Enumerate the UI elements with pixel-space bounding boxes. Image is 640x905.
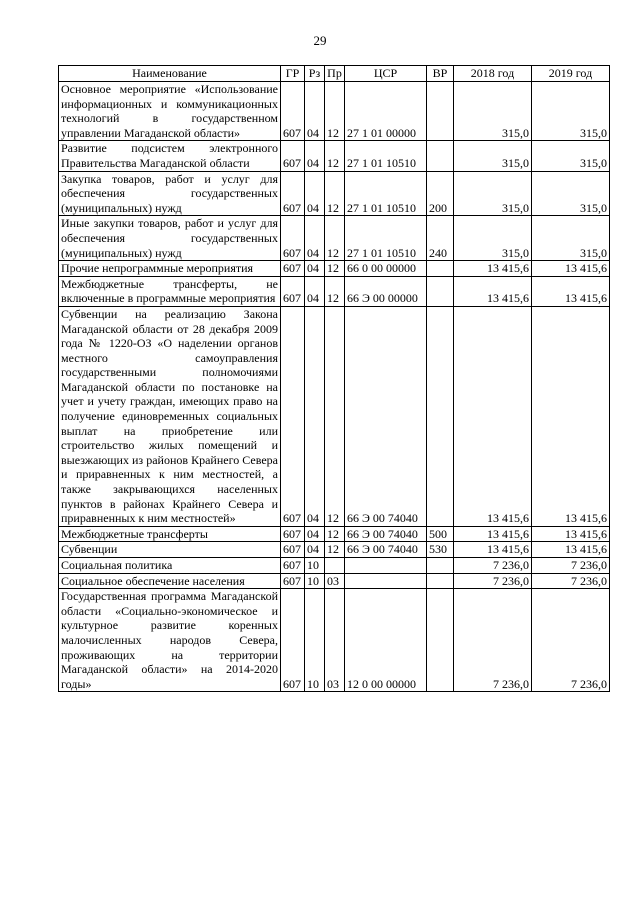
cell-pr: 12 [325,171,345,216]
cell-pr: 12 [325,526,345,542]
cell-name: Субвенции на реализацию Закона Магаданской области от 28 декабря 2009 года № 1220-ОЗ «О наделении органов местного самоуправления государственными полномочиями Магаданской области по постановке на учет и учету граждан, имеющих право на получение единовременных социальных выплат на приобретение или строительство жилых помещений и выезжающих из районов Крайнего Севера и приравненных к ним местностей, а также закрывающихся населенных пунктов в районах Крайнего Севера и приравненных к ним местностей» [59,306,281,526]
cell-vr [427,573,454,589]
header-name: Наименование [59,66,281,82]
cell-rz: 04 [305,542,325,558]
cell-2018: 315,0 [454,216,532,261]
cell-pr: 12 [325,141,345,171]
cell-pr: 03 [325,573,345,589]
cell-gr: 607 [281,276,305,306]
cell-2019: 13 415,6 [532,306,610,526]
cell-vr: 530 [427,542,454,558]
cell-vr: 500 [427,526,454,542]
table-row [59,526,610,542]
table-row [59,306,610,526]
table-row [59,558,610,574]
cell-2018: 13 415,6 [454,306,532,526]
cell-rz: 04 [305,171,325,216]
cell-gr: 607 [281,171,305,216]
cell-name: Государственная программа Магаданской области «Социально-экономическое и культурное развитие коренных малочисленных народов Севера, проживающих на территории Магаданской области» на 2014-2020 годы» [59,589,281,692]
cell-name: Иные закупки товаров, работ и услуг для обеспечения государственных (муниципальных) нужд [59,216,281,261]
cell-vr: 200 [427,171,454,216]
cell-csr: 27 1 01 10510 [345,141,427,171]
cell-2019: 13 415,6 [532,526,610,542]
cell-2019: 315,0 [532,141,610,171]
cell-name: Субвенции [59,542,281,558]
table-row [59,261,610,277]
cell-2019: 7 236,0 [532,589,610,692]
cell-name: Межбюджетные трансферты, не включенные в программные мероприятия [59,276,281,306]
cell-vr [427,558,454,574]
table-body [59,82,610,692]
cell-2018: 7 236,0 [454,589,532,692]
cell-vr [427,141,454,171]
cell-name: Основное мероприятие «Использование информационных и коммуникационных технологий в государственном управлении Магаданской области» [59,82,281,141]
cell-pr [325,558,345,574]
cell-2019: 315,0 [532,171,610,216]
cell-pr: 12 [325,82,345,141]
cell-gr: 607 [281,141,305,171]
cell-2018: 315,0 [454,82,532,141]
cell-gr: 607 [281,573,305,589]
cell-rz: 04 [305,261,325,277]
table-row [59,82,610,141]
table-row [59,171,610,216]
cell-rz: 04 [305,216,325,261]
cell-gr: 607 [281,261,305,277]
cell-csr: 12 0 00 00000 [345,589,427,692]
cell-vr [427,261,454,277]
header-vr: ВР [427,66,454,82]
cell-name: Прочие непрограммные мероприятия [59,261,281,277]
cell-gr: 607 [281,216,305,261]
cell-2018: 13 415,6 [454,526,532,542]
cell-vr [427,306,454,526]
cell-csr: 66 Э 00 00000 [345,276,427,306]
header-pr: Пр [325,66,345,82]
cell-rz: 04 [305,276,325,306]
cell-csr [345,573,427,589]
cell-vr [427,276,454,306]
cell-2019: 315,0 [532,216,610,261]
page-number: 29 [313,33,327,48]
cell-2019: 7 236,0 [532,558,610,574]
cell-rz: 04 [305,526,325,542]
cell-pr: 03 [325,589,345,692]
cell-2018: 315,0 [454,141,532,171]
table-row [59,542,610,558]
cell-gr: 607 [281,589,305,692]
cell-2018: 13 415,6 [454,261,532,277]
header-row [59,66,610,82]
cell-rz: 04 [305,141,325,171]
table-row [59,573,610,589]
cell-gr: 607 [281,558,305,574]
header-2018: 2018 год [454,66,532,82]
cell-csr: 27 1 01 00000 [345,82,427,141]
header-csr: ЦСР [345,66,427,82]
header-2019: 2019 год [532,66,610,82]
cell-gr: 607 [281,526,305,542]
table-row [59,216,610,261]
cell-2019: 13 415,6 [532,542,610,558]
cell-rz: 04 [305,82,325,141]
cell-2019: 13 415,6 [532,261,610,277]
cell-2019: 13 415,6 [532,276,610,306]
cell-pr: 12 [325,542,345,558]
cell-pr: 12 [325,306,345,526]
cell-vr [427,589,454,692]
cell-gr: 607 [281,82,305,141]
cell-csr: 66 Э 00 74040 [345,306,427,526]
cell-rz: 10 [305,558,325,574]
cell-gr: 607 [281,306,305,526]
header-gr: ГР [281,66,305,82]
cell-name: Закупка товаров, работ и услуг для обеспечения государственных (муниципальных) нужд [59,171,281,216]
cell-pr: 12 [325,216,345,261]
cell-2018: 13 415,6 [454,542,532,558]
cell-vr [427,82,454,141]
budget-table [58,65,610,692]
table-row [59,141,610,171]
cell-2018: 13 415,6 [454,276,532,306]
cell-pr: 12 [325,276,345,306]
cell-csr: 27 1 01 10510 [345,171,427,216]
cell-pr: 12 [325,261,345,277]
cell-name: Социальная политика [59,558,281,574]
cell-2019: 7 236,0 [532,573,610,589]
table-row [59,589,610,692]
cell-csr: 27 1 01 10510 [345,216,427,261]
cell-vr: 240 [427,216,454,261]
cell-2019: 315,0 [532,82,610,141]
cell-gr: 607 [281,542,305,558]
cell-name: Развитие подсистем электронного Правительства Магаданской области [59,141,281,171]
cell-2018: 7 236,0 [454,558,532,574]
cell-csr [345,558,427,574]
cell-rz: 10 [305,589,325,692]
cell-name: Межбюджетные трансферты [59,526,281,542]
cell-rz: 10 [305,573,325,589]
cell-2018: 7 236,0 [454,573,532,589]
table-row [59,276,610,306]
cell-2018: 315,0 [454,171,532,216]
cell-rz: 04 [305,306,325,526]
cell-csr: 66 0 00 00000 [345,261,427,277]
header-rz: Рз [305,66,325,82]
cell-csr: 66 Э 00 74040 [345,526,427,542]
cell-name: Социальное обеспечение населения [59,573,281,589]
cell-csr: 66 Э 00 74040 [345,542,427,558]
